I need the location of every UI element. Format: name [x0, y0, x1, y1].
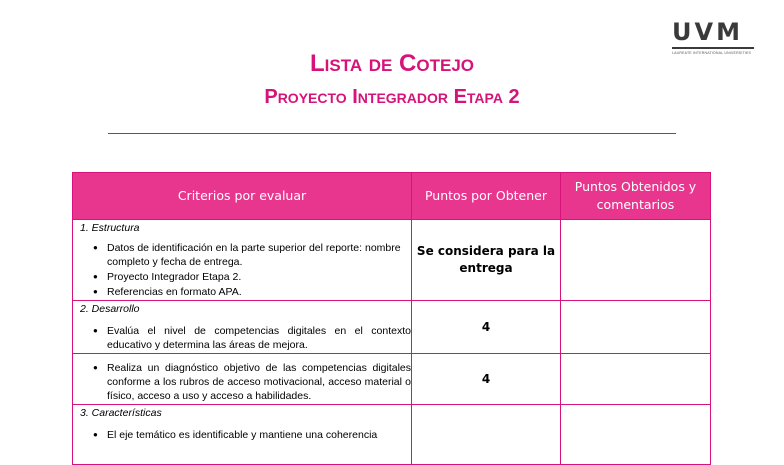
obtained-points-cell[interactable]: [561, 354, 711, 405]
checklist-table: [72, 172, 711, 465]
table-row: [73, 301, 711, 354]
criteria-list: [73, 241, 411, 299]
title-divider: [108, 133, 676, 134]
header-criterios: Criterios por evaluar: [73, 173, 412, 220]
table-row: [73, 220, 711, 301]
page-subtitle: Proyecto Integrador Etapa 2: [264, 86, 520, 108]
header-puntos-obtenidos: Puntos Obtenidos y comentarios: [561, 173, 711, 220]
obtained-points-cell[interactable]: [561, 220, 711, 301]
points-cell: 4: [412, 354, 561, 405]
points-cell: Se considera para la entrega: [412, 220, 561, 301]
list-item: ● Referencias en formato APA.: [97, 285, 411, 299]
table-row: [73, 405, 711, 465]
criteria-list: [73, 361, 411, 403]
page-title: Lista de Cotejo: [309, 50, 475, 77]
criteria-cell: [73, 405, 412, 465]
section-title: 2. Desarrollo: [80, 303, 140, 315]
obtained-points-cell[interactable]: [561, 405, 711, 465]
obtained-points-cell[interactable]: [561, 301, 711, 354]
section-title: 1. Estructura: [80, 222, 140, 234]
header-puntos-obtener: Puntos por Obtener: [412, 173, 561, 220]
logo-text: UVM: [672, 18, 743, 46]
list-item: ● Evalúa el nivel de competencias digitales en el contexto educativo y determina las áreas de mejora.: [97, 324, 411, 352]
criteria-cell: [73, 354, 412, 405]
list-item: ● Proyecto Integrador Etapa 2.: [97, 270, 411, 284]
logo-tagline: LAUREATE INTERNATIONAL UNIVERSITIES: [672, 51, 752, 55]
list-item: ● Realiza un diagnóstico objetivo de las competencias digitales conforme a los rubros de acceso motivacional, acceso material o físico, acceso a uso y acceso a habilidades.: [97, 361, 411, 403]
logo-divider: [672, 47, 754, 49]
table-header-row: [73, 173, 711, 220]
list-item: ● El eje temático es identificable y mantiene una coherencia: [97, 428, 411, 442]
list-item: ● Datos de identificación en la parte superior del reporte: nombre completo y fecha de entrega.: [97, 241, 411, 269]
points-cell: 4: [412, 301, 561, 354]
criteria-cell: [73, 301, 412, 354]
section-title: 3. Características: [80, 407, 162, 419]
table-row: [73, 354, 711, 405]
criteria-cell: [73, 220, 412, 301]
criteria-list: [73, 324, 411, 352]
points-cell: [412, 405, 561, 465]
criteria-list: [73, 428, 411, 442]
